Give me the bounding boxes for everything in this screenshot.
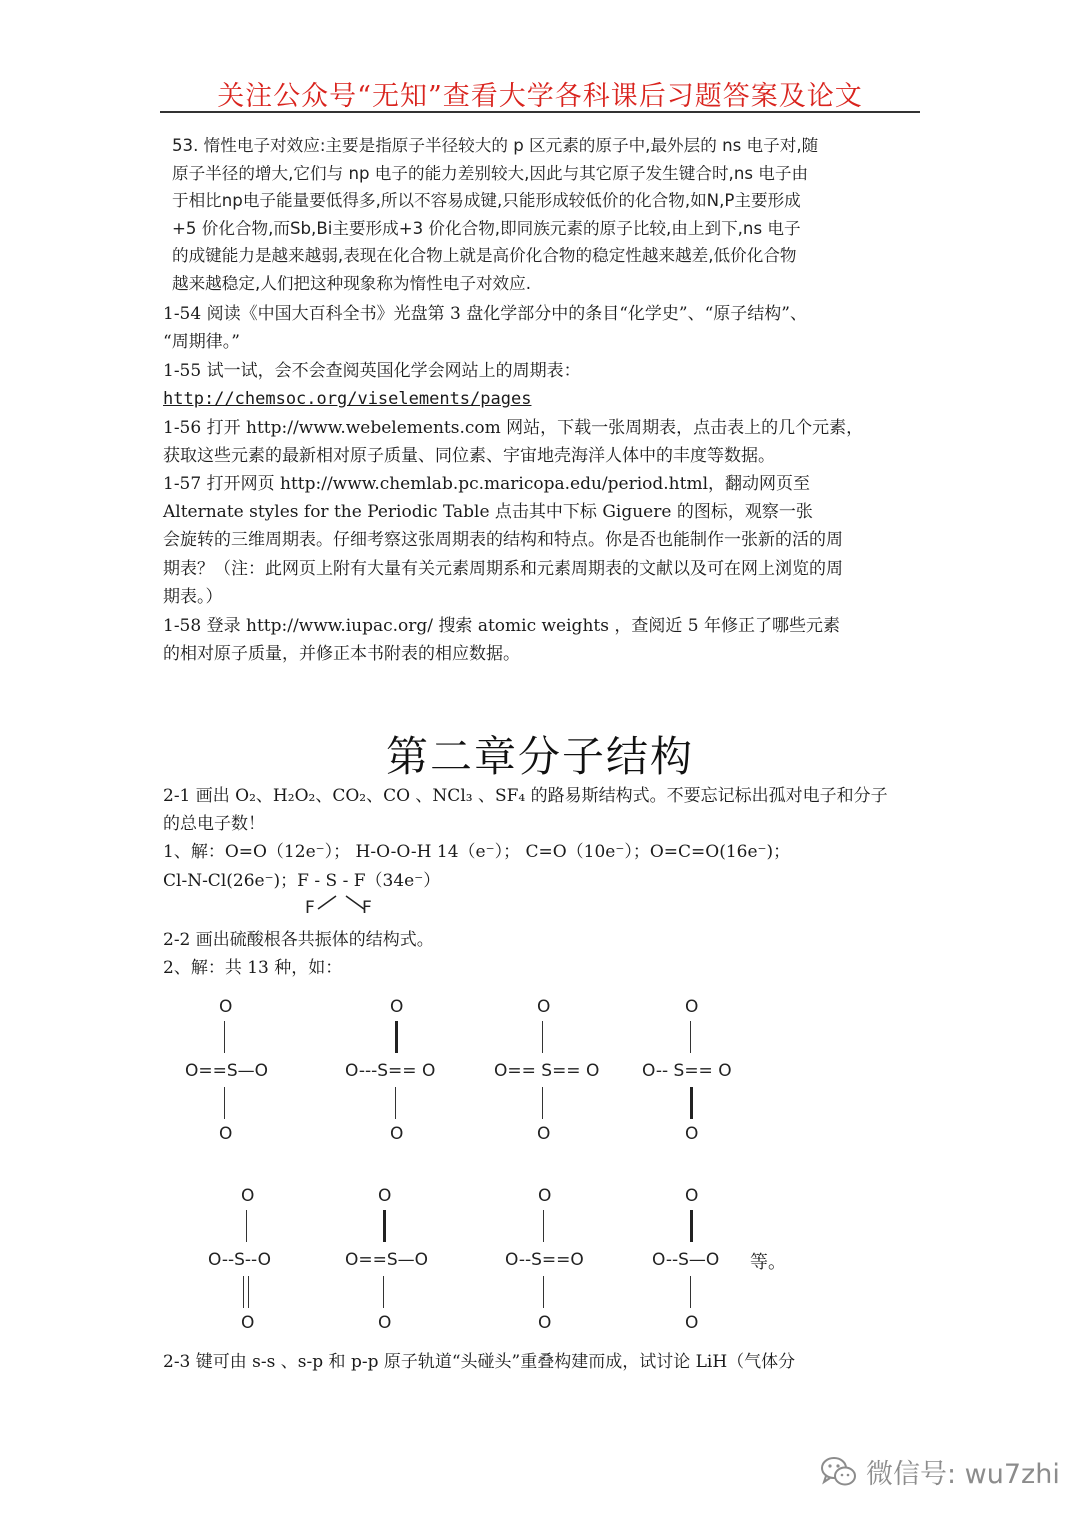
question-2-3: [163, 1348, 923, 1376]
text-line: 于相比np电子能量要低得多,所以不容易成键,只能形成较低价的化合物,如N,P主要形成: [172, 191, 801, 210]
chemsoc-link[interactable]: http://chemsoc.org/viselements/pages: [163, 389, 532, 410]
text-line: 2-1 画出 O₂、H₂O₂、CO₂、CO 、NCl₃ 、SF₄ 的路易斯结构式。不要忘记标出孤对电子和分子: [163, 786, 888, 806]
oxygen-top: O: [390, 997, 404, 1017]
chapter-title: 第二章分子结构: [385, 732, 694, 781]
single-bond-line: [543, 1276, 544, 1308]
text-line: 期表。）: [163, 586, 223, 607]
middle-row: O--S—O: [652, 1250, 720, 1270]
text-line: Alternate styles for the Periodic Table 点击其中下标 Giguere 的图标，观察一张: [163, 502, 813, 523]
oxygen-bottom: O: [390, 1124, 404, 1144]
oxygen-top: O: [241, 1186, 255, 1206]
oxygen-top: O: [685, 997, 699, 1017]
double-bond-line: [690, 1087, 693, 1119]
middle-row: O==S—O: [345, 1250, 429, 1270]
single-bond-line: [224, 1087, 225, 1119]
single-bond-line: [383, 1276, 384, 1308]
single-bond-line: [224, 1021, 225, 1053]
question-1-54: [163, 300, 923, 356]
oxygen-top: O: [219, 997, 233, 1017]
middle-row: O==S—O: [185, 1061, 269, 1081]
question-1-56: [163, 414, 923, 470]
middle-row: O--S--O: [208, 1250, 272, 1270]
text-line: 获取这些元素的最新相对原子质量、同位素、宇宙地壳海洋人体中的丰度等数据。: [163, 446, 775, 467]
oxygen-bottom: O: [538, 1313, 552, 1333]
text-line: 53. 惰性电子对效应:主要是指原子半径较大的 p 区元素的原子中,最外层的 ns 电子对,随: [172, 136, 819, 155]
question-2-2: [163, 926, 923, 982]
etc-text: 等。: [750, 1252, 786, 1273]
question-1-58: [163, 612, 923, 668]
sf4-lower-left-f: F: [305, 898, 315, 918]
double-bond-line: [690, 1210, 693, 1242]
oxygen-bottom: O: [241, 1313, 255, 1333]
answer-53: [172, 132, 892, 297]
middle-row: O== S== O: [494, 1061, 600, 1081]
wechat-icon: [820, 1456, 858, 1488]
text-line: 1-54 阅读《中国大百科全书》光盘第 3 盘化学部分中的条目“化学史”、“原子结构”、: [163, 304, 807, 324]
text-line: 的相对原子质量，并修正本书附表的相应数据。: [163, 644, 520, 665]
single-bond-line: [542, 1021, 543, 1053]
text-line: 2-3 键可由 s-s 、s-p 和 p-p 原子轨道“头碰头”重叠构建而成，试讨论 LiH（气体分: [163, 1352, 796, 1372]
oxygen-top: O: [378, 1186, 392, 1206]
middle-row: O--S==O: [505, 1250, 584, 1270]
single-bond-line: [246, 1210, 247, 1242]
question-1-57: [163, 470, 923, 611]
text-line: 会旋转的三维周期表。仔细考察这张周期表的结构和特点。你是否也能制作一张新的活的周: [163, 530, 843, 551]
sf4-lower-right-f: F: [362, 898, 372, 918]
oxygen-top: O: [537, 997, 551, 1017]
single-bond-line: [690, 1021, 691, 1053]
header-banner: 关注公众号“无知”查看大学各科课后习题答案及论文: [217, 81, 863, 112]
wechat-watermark: [820, 1452, 1060, 1491]
oxygen-top: O: [685, 1186, 699, 1206]
text-line: 1-58 登录 http://www.iupac.org/ 搜索 atomic weights ，查阅近 5 年修正了哪些元素: [163, 616, 840, 636]
text-line: 的成键能力是越来越弱,表现在化合物上就是高价化合物的稳定性越来越差,低价化合物: [172, 246, 797, 265]
answer-line: Cl-N-Cl(26e⁻)；F - S - F（34e⁻）: [163, 870, 441, 891]
single-bond-line: [395, 1087, 396, 1119]
oxygen-bottom: O: [537, 1124, 551, 1144]
sf4-bonds: [312, 893, 372, 913]
double-bond-line: [243, 1276, 249, 1308]
text-line: “周期律。”: [163, 332, 240, 353]
watermark-text: 微信号: wu7zhi: [866, 1459, 1060, 1490]
middle-row: O-- S== O: [642, 1061, 732, 1081]
text-line: 1-57 打开网页 http://www.chemlab.pc.maricopa.edu/period.html，翻动网页至: [163, 474, 811, 494]
text-line: 2、解：共 13 种，如：: [163, 958, 343, 979]
text-line: 2-2 画出硫酸根各共振体的结构式。: [163, 930, 434, 950]
text-line: 的总电子数！: [163, 814, 265, 835]
text-line: 1-56 打开 http://www.webelements.com 网站，下载一张周期表，点击表上的几个元素，: [163, 418, 864, 438]
single-bond-line: [542, 1087, 543, 1119]
answer-line: 1、解：O=O（12e⁻）； H-O-O-H 14（e⁻）； C=O（10e⁻）；O=C=O(16e⁻)；: [163, 842, 791, 863]
text-line: 越来越稳定,人们把这种现象称为惰性电子对效应.: [172, 273, 532, 293]
middle-row: O---S== O: [345, 1061, 436, 1081]
text-line: 期表？（注：此网页上附有大量有关元素周期系和元素周期表的文献以及可在网上浏览的周: [163, 558, 843, 579]
oxygen-top: O: [538, 1186, 552, 1206]
header-divider: [160, 111, 920, 113]
text-line: 1-55 试一试，会不会查阅英国化学会网站上的周期表：: [163, 361, 581, 381]
oxygen-bottom: O: [219, 1124, 233, 1144]
text-line: 原子半径的增大,它们与 np 电子的能力差别较大,因此与其它原子发生键合时,ns 电子由: [172, 163, 809, 183]
question-1-55: [163, 357, 923, 413]
single-bond-line: [690, 1276, 691, 1308]
oxygen-bottom: O: [685, 1313, 699, 1333]
oxygen-bottom: O: [685, 1124, 699, 1144]
text-line: +5 价化合物,而Sb,Bi主要形成+3 价化合物,即同族元素的原子比较,由上到下,ns 电子: [172, 218, 801, 238]
double-bond-line: [383, 1210, 386, 1242]
double-bond-line: [395, 1021, 398, 1053]
question-2-1: [163, 782, 923, 895]
oxygen-bottom: O: [378, 1313, 392, 1333]
single-bond-line: [543, 1210, 544, 1242]
